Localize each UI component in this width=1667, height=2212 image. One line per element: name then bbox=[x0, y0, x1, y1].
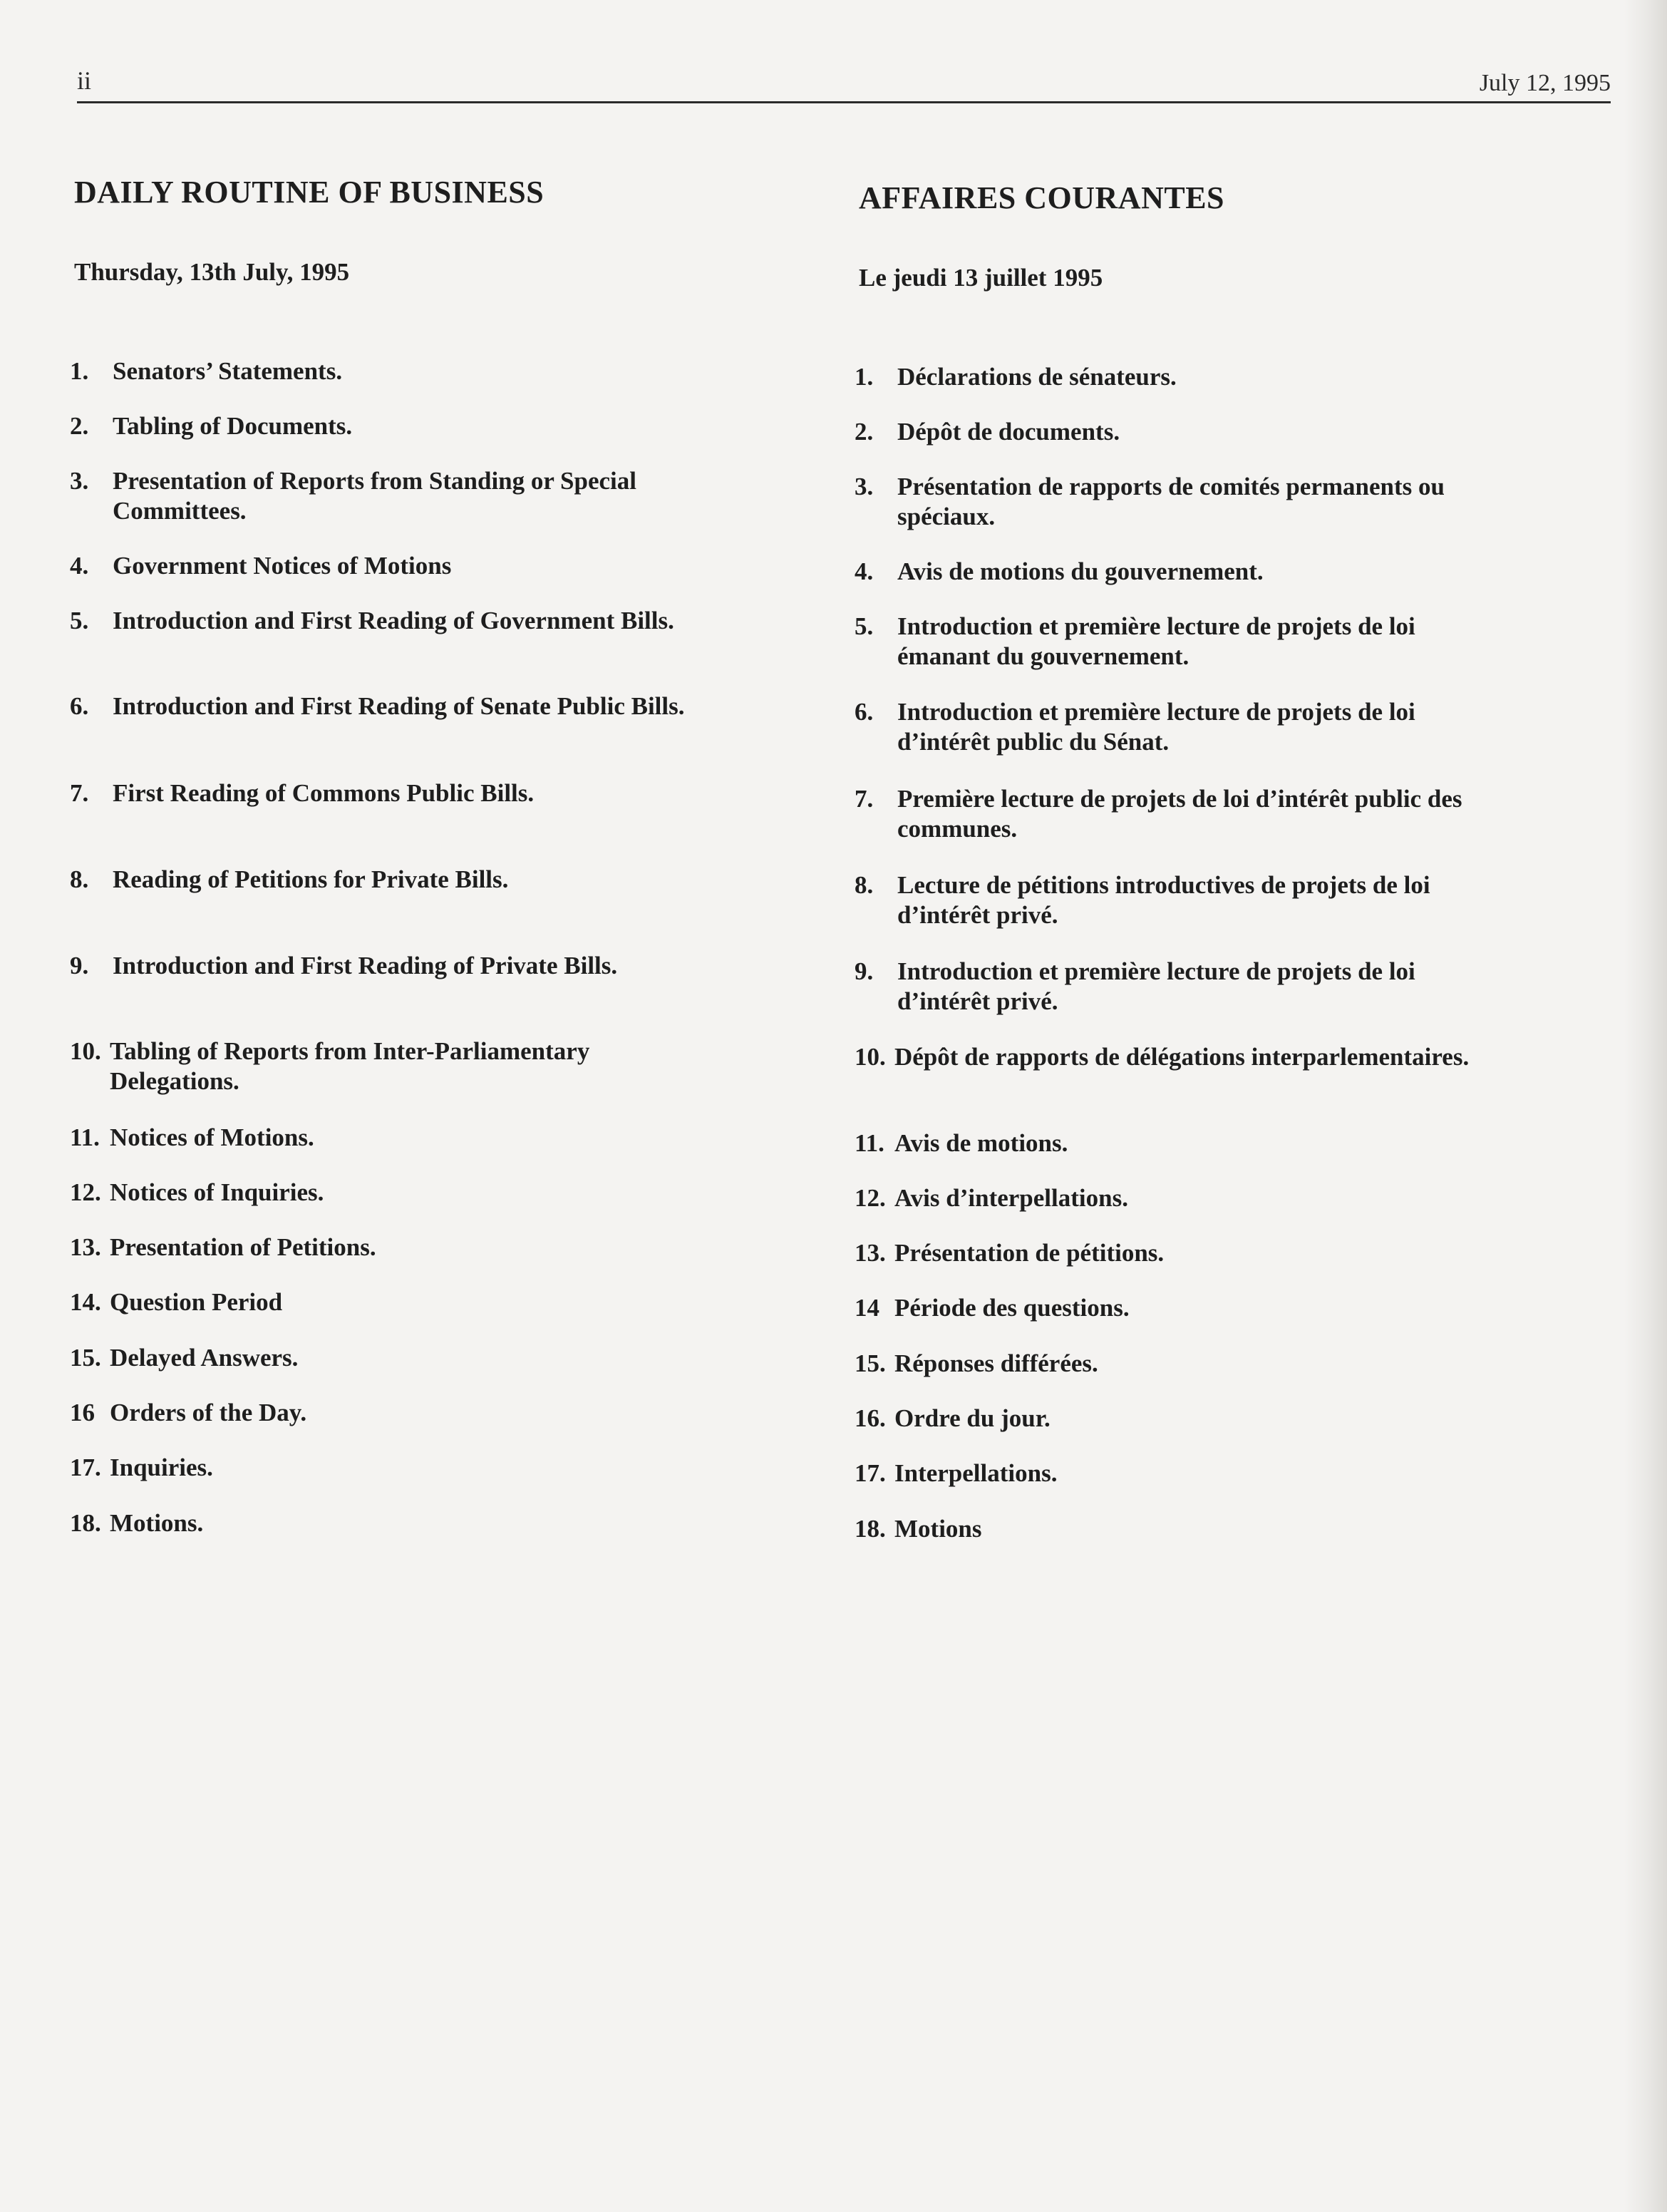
list-item bbox=[855, 1514, 1579, 1544]
french-date: Le jeudi 13 juillet 1995 bbox=[859, 264, 1103, 292]
list-item bbox=[855, 1128, 1579, 1158]
item-number: 17. bbox=[855, 1459, 886, 1487]
list-item bbox=[70, 606, 794, 636]
item-text: Delayed Answers. bbox=[110, 1344, 299, 1372]
item-text: Introduction and First Reading of Senate Public Bills. bbox=[113, 692, 685, 720]
item-number: 10. bbox=[70, 1037, 101, 1065]
item-number: 15. bbox=[855, 1349, 886, 1377]
item-number: 16 bbox=[70, 1399, 95, 1426]
item-number: 12. bbox=[855, 1184, 886, 1212]
item-text: Avis de motions du gouvernement. bbox=[897, 557, 1264, 585]
item-number: 5. bbox=[855, 612, 874, 640]
item-text: Avis de motions. bbox=[894, 1129, 1068, 1157]
item-text: Introduction and First Reading of Government Bills. bbox=[113, 607, 674, 634]
item-text: Presentation of Reports from Standing or Special Committees. bbox=[113, 467, 636, 525]
list-item bbox=[70, 1287, 794, 1317]
item-number: 12. bbox=[70, 1178, 101, 1206]
list-item bbox=[855, 870, 1500, 930]
list-item bbox=[855, 1349, 1579, 1379]
item-number: 5. bbox=[70, 607, 89, 634]
item-number: 9. bbox=[855, 957, 874, 985]
list-item bbox=[70, 551, 794, 581]
item-text: Orders of the Day. bbox=[110, 1399, 307, 1426]
item-number: 9. bbox=[70, 952, 89, 979]
list-item bbox=[855, 417, 1579, 447]
list-item bbox=[70, 1343, 794, 1373]
item-text: Introduction et première lecture de projets de loi d’intérêt public du Sénat. bbox=[897, 698, 1415, 756]
item-text: Presentation of Petitions. bbox=[110, 1233, 376, 1261]
item-text: Notices of Motions. bbox=[110, 1123, 314, 1151]
item-number: 7. bbox=[855, 785, 874, 813]
item-text: Senators’ Statements. bbox=[113, 357, 343, 385]
list-item bbox=[70, 1398, 794, 1428]
item-text: Government Notices of Motions bbox=[113, 552, 452, 580]
item-number: 1. bbox=[855, 363, 874, 391]
item-text: Notices of Inquiries. bbox=[110, 1178, 324, 1206]
item-number: 14. bbox=[70, 1288, 101, 1316]
list-item bbox=[70, 1178, 794, 1208]
item-number: 17. bbox=[70, 1454, 101, 1481]
item-number: 15. bbox=[70, 1344, 101, 1372]
item-text: Inquiries. bbox=[110, 1454, 213, 1481]
item-text: Motions bbox=[894, 1515, 982, 1543]
item-number: 6. bbox=[855, 698, 874, 726]
item-number: 11. bbox=[70, 1123, 100, 1151]
list-item bbox=[855, 362, 1579, 392]
list-item bbox=[70, 1233, 794, 1262]
item-text: First Reading of Commons Public Bills. bbox=[113, 779, 535, 807]
item-text: Lecture de pétitions introductives de projets de loi d’intérêt privé. bbox=[897, 871, 1430, 929]
item-number: 10. bbox=[855, 1043, 886, 1071]
page-number: ii bbox=[77, 66, 92, 95]
list-item bbox=[855, 1238, 1579, 1268]
list-item bbox=[70, 691, 794, 721]
list-item bbox=[70, 778, 794, 808]
item-number: 13. bbox=[70, 1233, 101, 1261]
list-item bbox=[855, 697, 1500, 757]
english-date: Thursday, 13th July, 1995 bbox=[74, 258, 350, 286]
item-text: Réponses différées. bbox=[894, 1349, 1098, 1377]
item-text: Introduction et première lecture de projets de loi émanant du gouvernement. bbox=[897, 612, 1415, 670]
english-column bbox=[70, 171, 808, 1537]
item-number: 3. bbox=[855, 473, 874, 500]
item-number: 13. bbox=[855, 1239, 886, 1267]
item-number: 16. bbox=[855, 1404, 886, 1432]
item-number: 7. bbox=[70, 779, 89, 807]
list-item bbox=[70, 1036, 673, 1096]
item-text: Avis d’interpellations. bbox=[894, 1184, 1128, 1212]
item-number: 11. bbox=[855, 1129, 884, 1157]
item-number: 8. bbox=[855, 871, 874, 899]
item-number: 14 bbox=[855, 1294, 879, 1322]
list-item bbox=[855, 1404, 1579, 1434]
list-item bbox=[855, 557, 1579, 587]
item-text: Introduction et première lecture de projets de loi d’intérêt privé. bbox=[897, 957, 1415, 1015]
item-number: 2. bbox=[70, 412, 89, 440]
item-text: Introduction and First Reading of Private Bills. bbox=[113, 952, 618, 979]
item-text: Dépôt de rapports de délégations interparlementaires. bbox=[894, 1043, 1470, 1071]
item-number: 8. bbox=[70, 865, 89, 893]
list-item bbox=[70, 1123, 794, 1153]
item-text: Question Period bbox=[110, 1288, 283, 1316]
list-item bbox=[855, 1459, 1579, 1488]
item-text: Première lecture de projets de loi d’intérêt public des communes. bbox=[897, 785, 1462, 843]
list-item bbox=[70, 1508, 794, 1538]
item-text: Présentation de pétitions. bbox=[894, 1239, 1165, 1267]
list-item bbox=[855, 784, 1536, 844]
item-number: 18. bbox=[855, 1515, 886, 1543]
list-item bbox=[855, 1293, 1579, 1323]
list-item bbox=[855, 1183, 1579, 1213]
item-text: Tabling of Documents. bbox=[113, 412, 353, 440]
item-number: 4. bbox=[70, 552, 89, 580]
item-text: Présentation de rapports de comités permanents ou spéciaux. bbox=[897, 473, 1445, 530]
list-item bbox=[855, 612, 1500, 672]
item-number: 6. bbox=[70, 692, 89, 720]
item-text: Interpellations. bbox=[894, 1459, 1058, 1487]
list-item bbox=[855, 957, 1500, 1017]
list-item bbox=[70, 1453, 794, 1483]
list-item bbox=[70, 411, 794, 441]
list-item bbox=[70, 951, 794, 981]
item-text: Période des questions. bbox=[894, 1294, 1130, 1322]
item-text: Tabling of Reports from Inter-Parliamentary Delegations. bbox=[110, 1037, 590, 1095]
item-text: Dépôt de documents. bbox=[897, 418, 1120, 446]
page-header bbox=[77, 66, 1611, 103]
french-title: AFFAIRES COURANTES bbox=[859, 180, 1225, 215]
item-number: 1. bbox=[70, 357, 89, 385]
item-text: Motions. bbox=[110, 1509, 204, 1537]
item-number: 2. bbox=[855, 418, 874, 446]
list-item bbox=[855, 472, 1529, 532]
item-number: 4. bbox=[855, 557, 874, 585]
item-text: Reading of Petitions for Private Bills. bbox=[113, 865, 509, 893]
english-title: DAILY ROUTINE OF BUSINESS bbox=[74, 175, 545, 210]
item-number: 3. bbox=[70, 467, 89, 495]
list-item bbox=[70, 356, 794, 386]
french-column bbox=[855, 177, 1593, 1543]
page-edge-shadow bbox=[1624, 0, 1667, 2212]
list-item bbox=[855, 1042, 1579, 1072]
header-date: July 12, 1995 bbox=[1479, 70, 1611, 96]
list-item bbox=[70, 466, 730, 526]
item-text: Déclarations de sénateurs. bbox=[897, 363, 1177, 391]
list-item bbox=[70, 865, 794, 895]
item-text: Ordre du jour. bbox=[894, 1404, 1051, 1432]
item-number: 18. bbox=[70, 1509, 101, 1537]
